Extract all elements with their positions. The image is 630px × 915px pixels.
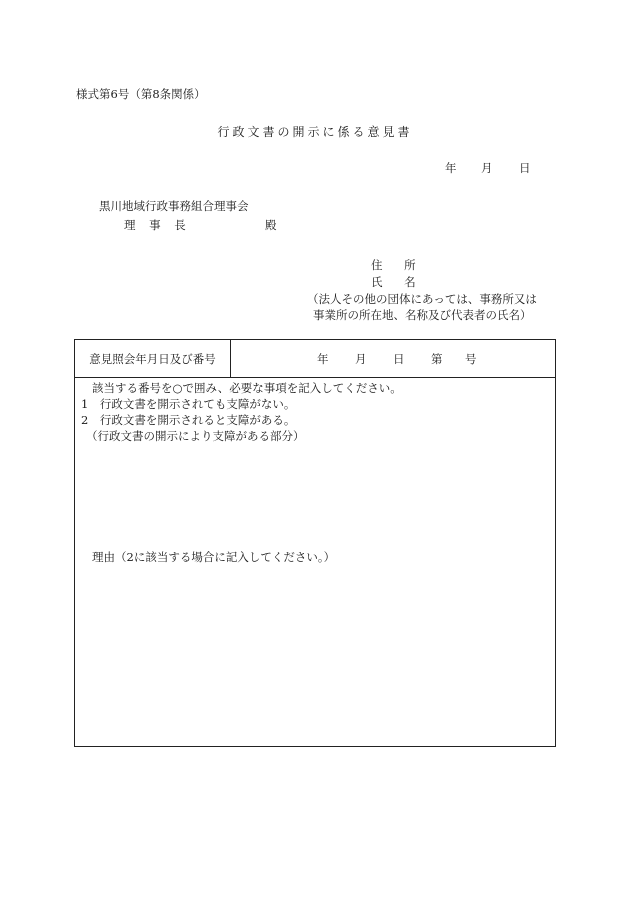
inquiry-day-label: 日 bbox=[393, 351, 405, 366]
option-no-issue[interactable]: 1 行政文書を開示されても支障がない。 bbox=[81, 397, 296, 411]
reason-label: 理由（2に該当する場合に記入してください。） bbox=[92, 550, 336, 564]
date-year-label: 年 bbox=[445, 161, 457, 175]
opinion-table bbox=[74, 339, 556, 747]
recipient-title: 理 事 長 bbox=[124, 218, 191, 232]
corporate-note-line-1: （法人その他の団体にあっては、事務所又は bbox=[307, 292, 537, 306]
option-has-issue[interactable]: 2 行政文書を開示されると支障がある。 bbox=[81, 413, 296, 427]
inquiry-date-number-label-cell bbox=[75, 340, 231, 377]
submission-date bbox=[445, 160, 531, 176]
name-label: 氏 名 bbox=[371, 275, 425, 289]
date-month-label: 月 bbox=[481, 161, 493, 175]
inquiry-month-label: 月 bbox=[355, 351, 367, 366]
document-title: 行政文書の開示に係る意見書 bbox=[217, 125, 413, 139]
inquiry-no-suffix: 号 bbox=[465, 351, 477, 366]
issue-part-note: （行政文書の開示により支障がある部分） bbox=[86, 429, 305, 443]
date-day-label: 日 bbox=[519, 161, 531, 175]
inquiry-no-prefix: 第 bbox=[431, 351, 443, 366]
address-label: 住 所 bbox=[371, 258, 425, 272]
corporate-note-line-2: 事業所の所在地、名称及び代表者の氏名） bbox=[313, 308, 532, 322]
inquiry-date-number-value-cell[interactable] bbox=[231, 340, 555, 377]
inquiry-year-label: 年 bbox=[317, 351, 329, 366]
table-header-row bbox=[75, 340, 555, 378]
recipient-organization: 黒川地域行政事務組合理事会 bbox=[99, 199, 249, 213]
recipient-honorific: 殿 bbox=[265, 218, 277, 232]
inquiry-date-number-label: 意見照会年月日及び番号 bbox=[89, 351, 216, 366]
selection-instruction: 該当する番号を○で囲み、必要な事項を記入してください。 bbox=[92, 381, 402, 395]
form-number: 様式第6号（第8条関係） bbox=[76, 87, 206, 101]
